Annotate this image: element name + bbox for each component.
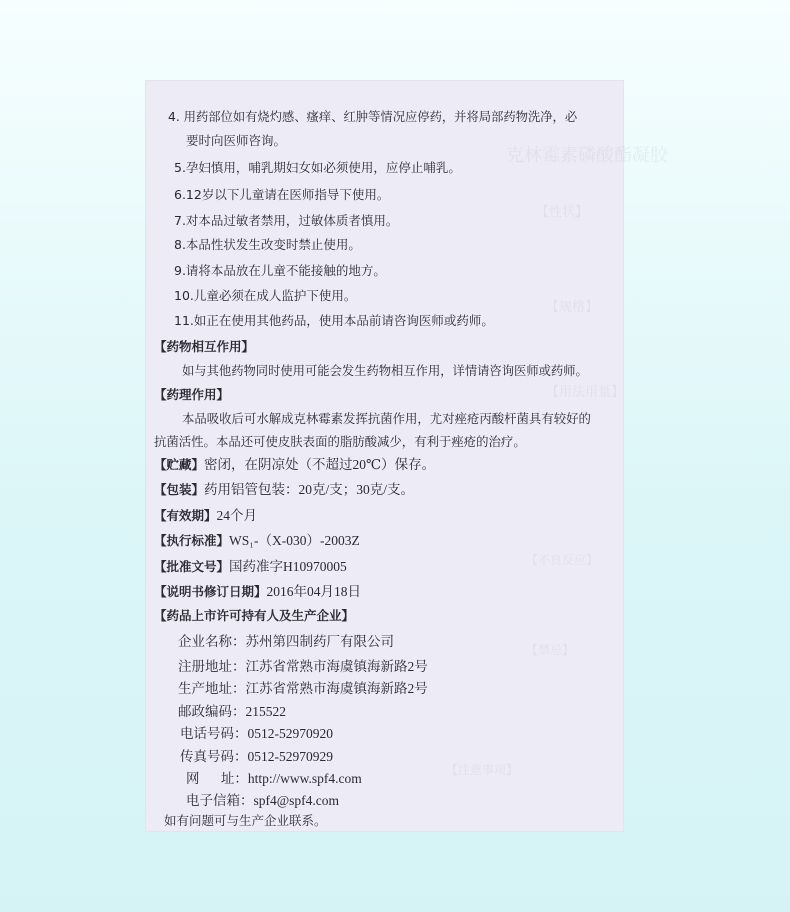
precaution-item-10: 10.儿童必须在成人监护下使用。 xyxy=(174,288,357,303)
storage-text: 密闭，在阴凉处（不超过20℃）保存。 xyxy=(204,457,436,472)
precaution-item-9: 9.请将本品放在儿童不能接触的地方。 xyxy=(174,263,386,278)
company-registered-address: 注册地址：江苏省常熟市海虞镇海新路2号 xyxy=(178,659,428,674)
company-production-address: 生产地址：江苏省常熟市海虞镇海新路2号 xyxy=(178,681,428,696)
packaging-text: 药用铝管包装：20克/支；30克/支。 xyxy=(204,482,415,497)
packaging-row xyxy=(154,482,414,498)
company-website: 网 址：http://www.spf4.com xyxy=(186,771,362,786)
company-phone: 电话号码：0512-52970920 xyxy=(180,726,333,741)
leaflet-page xyxy=(146,81,668,831)
pharmacology-line-2: 抗菌活性。本品还可使皮肤表面的脂肪酸减少，有利于痤疮的治疗。 xyxy=(154,435,526,449)
show-through-text: 【注意事项】 xyxy=(446,763,519,777)
pharmacology-heading: 【药理作用】 xyxy=(154,387,230,402)
contact-note: 如有问题可与生产企业联系。 xyxy=(164,813,327,828)
pharmacology-line-1: 本品吸收后可水解成克林霉素发挥抗菌作用，尤对痤疮丙酸杆菌具有较好的 xyxy=(182,412,591,426)
approval-text: 国药准字H10970005 xyxy=(229,559,347,574)
company-heading: 【药品上市许可持有人及生产企业】 xyxy=(154,608,355,623)
company-postcode: 邮政编码：215522 xyxy=(178,704,286,719)
precaution-item-6: 6.12岁以下儿童请在医师指导下使用。 xyxy=(174,187,390,202)
validity-text: 24个月 xyxy=(216,508,258,523)
revision-row xyxy=(154,584,361,600)
precaution-item-5: 5.孕妇慎用，哺乳期妇女如必须使用，应停止哺乳。 xyxy=(174,160,461,175)
revision-heading: 【说明书修订日期】 xyxy=(154,584,267,599)
precaution-item-8: 8.本品性状发生改变时禁止使用。 xyxy=(174,237,361,252)
company-fax: 传真号码：0512-52970929 xyxy=(180,749,333,764)
show-through-text: 【性状】 xyxy=(536,205,589,220)
approval-heading: 【批准文号】 xyxy=(154,559,230,574)
company-email: 电子信箱：spf4@spf4.com xyxy=(186,793,340,808)
interactions-heading: 【药物相互作用】 xyxy=(154,339,255,354)
precaution-item-11: 11.如正在使用其他药品，使用本品前请咨询医师或药师。 xyxy=(174,313,494,328)
precaution-item-7: 7.对本品过敏者禁用，过敏体质者慎用。 xyxy=(174,213,399,228)
precaution-item-4-line-2: 要时向医师咨询。 xyxy=(186,133,287,148)
storage-row xyxy=(154,457,435,473)
validity-row xyxy=(154,508,257,524)
revision-text: 2016年04月18日 xyxy=(266,584,362,599)
show-through-text: 【禁忌】 xyxy=(526,643,575,657)
standard-row xyxy=(154,533,360,549)
show-through-text: 克林霉素磷酸酯凝胶 xyxy=(506,145,668,166)
packaging-heading: 【包装】 xyxy=(154,482,205,497)
validity-heading: 【有效期】 xyxy=(154,508,217,523)
standard-heading: 【执行标准】 xyxy=(154,533,230,548)
company-name: 企业名称：苏州第四制药厂有限公司 xyxy=(178,634,394,649)
show-through-text: 【不良反应】 xyxy=(526,553,599,567)
interactions-text: 如与其他药物同时使用可能会发生药物相互作用，详情请咨询医师或药师。 xyxy=(182,364,588,378)
storage-heading: 【贮藏】 xyxy=(154,457,205,472)
show-through-text: 【用法用量】 xyxy=(546,385,625,400)
precaution-item-4-line-1: 4. 用药部位如有烧灼感、瘙痒、红肿等情况应停药，并将局部药物洗净，必 xyxy=(168,110,578,124)
standard-text: WS₁-（X-030）-2003Z xyxy=(229,533,360,548)
show-through-text: 【规格】 xyxy=(546,300,599,315)
approval-row xyxy=(154,559,347,575)
